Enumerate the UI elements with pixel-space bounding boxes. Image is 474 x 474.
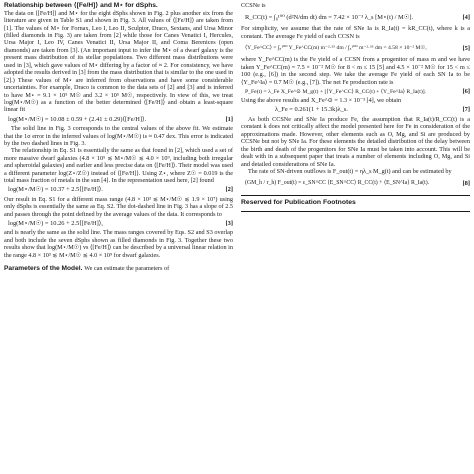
paragraph: and is nearly the same as the solid line. The mass ranges covered by Eqs. S2 and S3 overlap and both include the seven dSphs shown as filled diamonds in Fig. 3. Together these two results show that log(M⋆/M☉) vs ⟨[Fe/H]⟩ can be described by a universal linear relation in the range 4.8 × 10³ ≲ M⋆/M☉ ≲ 4.0 × 10⁹ for dwarf galaxies.	[4, 229, 233, 259]
paragraph: The data on ⟨[Fe/H]⟩ and M⋆ for the eight dSphs shown in Fig. 2 plus another six from the literature are given in Table S1 and shown in Fig. 3. All values of ⟨[Fe/H]⟩ are taken from [1]. The values of M⋆ for Fornax, Leo I, Leo II, Sculptor, Draco, Sextans, and Ursa Minor (filled diamonds in Fig. 3) are taken from [2] while those for Canes Venatici I, Hercules, Ursa Major I, Leo IV, Canes Venatici II, Ursa Major II, and Coma Berenices (open diamonds) are taken from [3]. (An important input to infer the M⋆ of a dwarf galaxy is the present mass distribution of its stellar populations. Two different mass distributions were used in [3], which gave values of M⋆ differing by a factor of ≈ 2. For consistency, we have adopted the results derived in [3] from the mass distribution that is similar to the one used in [2].) These values of M⋆ are inferred from observations and have some considerable uncertainties. For example, Draco is common to the data sets of [2] and [3] and is inferred to have M⋆ = 9.1 × 10⁵ M☉ and 3.2 × 10⁵ M☉, respectively. In view of this, we treat log(M⋆/M☉) as a function of the better determined ⟨[Fe/H]⟩ and obtain a least-square linear fit	[4, 9, 233, 114]
equation-number: [5]	[462, 44, 470, 52]
equation-body: P_Fe(t) = λ_Fe X_Fe^⊙ M_g(t) + [⟨Y_Fe^CC⟩ R_CC(t) + ⟨Y_Fe^Ia⟩ R_Ia(t)].	[245, 88, 427, 95]
section-title: Parameters of the Model.	[4, 265, 83, 273]
equation-5	[245, 43, 470, 54]
equation-body: λ_Fe = 0.261(1 + 15.3k)λ_s.	[275, 106, 348, 114]
left-column	[4, 2, 233, 474]
paragraph: The relationship in Eq. S1 is essentially the same as that found in [2], which used a set of more massive dwarf galaxies (4.8 × 10⁵ ≲ M⋆/M☉ ≲ 4.0 × 10⁹, including both irregular and spheroidal galaxies) and earlier and less precise data on ⟨[Fe/H]⟩. Their model was used a different parameter log(Z⋆/Z☉) instead of ⟨[Fe/H]⟩. Using Z⋆, where Z☉ = 0.019 is the total mass fraction of metals in the sun [4]. In the representation used here, [2] found	[4, 147, 233, 185]
equation-6	[245, 88, 470, 96]
equation-body: R_CC(t) = ∫₈¹⁰⁰ (d²N/dm dt) dm = 7.42 × 10⁻³ λ_s [M⋆(t) / M☉].	[245, 13, 414, 21]
equation-2	[8, 186, 233, 194]
equation-number: [7]	[462, 106, 470, 114]
equation-number: [1]	[225, 115, 233, 123]
equation-number: [4]	[462, 13, 470, 21]
equation-8	[245, 178, 470, 189]
equation-number: [6]	[462, 87, 470, 95]
paragraph: The solid line in Fig. 3 corresponds to the central values of the above fit. We estimate that the 1σ error in the inferred values of log(M⋆/M☉) is ≈ 0.47 dex. This error is indicated by the two dashed lines in Fig. 3.	[4, 125, 233, 148]
equation-1	[8, 116, 233, 124]
section-heading-parameters	[4, 265, 233, 273]
paragraph: The rate of SN-driven outflows is F_out(t) = ηλ_s M_g(t) and can be estimated by	[248, 168, 452, 176]
section-lead-text: We can estimate the parameters of	[84, 265, 170, 273]
paragraph: Our result in Eq. S1 for a different mass range (4.8 × 10³ ≲ M⋆/M☉ ≲ 1.9 × 10⁷) using only dSphs is essentially the same as Eq. S2. The dot-dashed line in Fig. 3 has a slope of 2.5 and passes through the point defined by the average values of the data. It corresponds to	[4, 195, 233, 218]
equation-7	[245, 106, 470, 114]
equation-body: log(M⋆/M☉) = 10.26 + 2.5⟨[Fe/H]⟩,	[8, 219, 103, 227]
equation-body: log(M⋆/M☉) = 10.08 ± 0.59 + (2.41 ± 0.29)⟨[Fe/H]⟩.	[8, 115, 147, 123]
paragraph: For simplicity, we assume that the rate of SNe Ia is R_Ia(t) = kR_CC(t), where k is a constant. The average Fe yield of each CCSN is	[241, 25, 470, 40]
equation-number: [3]	[225, 219, 233, 227]
reserved-footnotes-heading: Reserved for Publication Footnotes	[241, 195, 470, 207]
paragraph: where Y_Fe^CC(m) is the Fe yield of a CCSN from a progenitor of mass m and we have taken Y_Fe^CC(m) = 7.5 × 10⁻² M☉ for 8 < m ≤ 15 [5] and 4.5 × 10⁻² M☉ for 15 < m ≤ 100 (e.g., [6]) in the second step. We take the average Fe yield of each SN Ia to be ⟨Y_Fe^Ia⟩ = 0.7 M☉ (e.g., [7]). The net Fe production rate is	[241, 56, 470, 86]
paragraph: CCSNe is	[241, 2, 266, 9]
equation-body: (GM_h / r_h) F_out(t) = ε_SN^CC ⟨E_SN^CC⟩ R_CC(t) + ⟨E_SN^Ia⟩ R_Ia(t).	[245, 180, 430, 187]
equation-4	[245, 12, 470, 23]
equation-3	[8, 220, 233, 228]
equation-number: [8]	[462, 180, 470, 188]
equation-number: [2]	[225, 186, 233, 194]
section-heading-fe-h-relation: Relationship between ⟨[Fe/H]⟩ and M⋆ for dSphs.	[4, 2, 158, 9]
right-column	[241, 2, 470, 474]
paragraph: As both CCSNe and SNe Ia produce Fe, the assumption that R_Ia(t)/R_CC(t) is a constant k does not critically affect the model presented here for Fe in consideration of the approximations made. However, other elements such as O, Mg, and Si are produced by CCSNe but not by SNe Ia. For these elements the detailed distribution of the delay between the birth and death of the progenitors for SNe Ia must be taken into account. This will be dealt with in a subsequent paper that treats a number of elements including O, Mg, and Si and detailed considerations of SNe Ia.	[241, 116, 470, 168]
equation-body: ⟨Y_Fe^CC⟩ = ∫₈¹⁰⁰ Y_Fe^CC(m) m⁻²·³⁵ dm / ∫₈¹⁰⁰ m⁻²·³⁵ dm = 4.58 × 10⁻² M☉,	[245, 44, 427, 51]
equation-body: log(M⋆/M☉) = 10.37 + 2.5⟨[Fe/H]⟩.	[8, 186, 103, 194]
paragraph: Using the above results and X_Fe^⊙ = 1.3 × 10⁻³ [4], we obtain	[241, 97, 402, 105]
footnote-rule	[241, 211, 470, 212]
